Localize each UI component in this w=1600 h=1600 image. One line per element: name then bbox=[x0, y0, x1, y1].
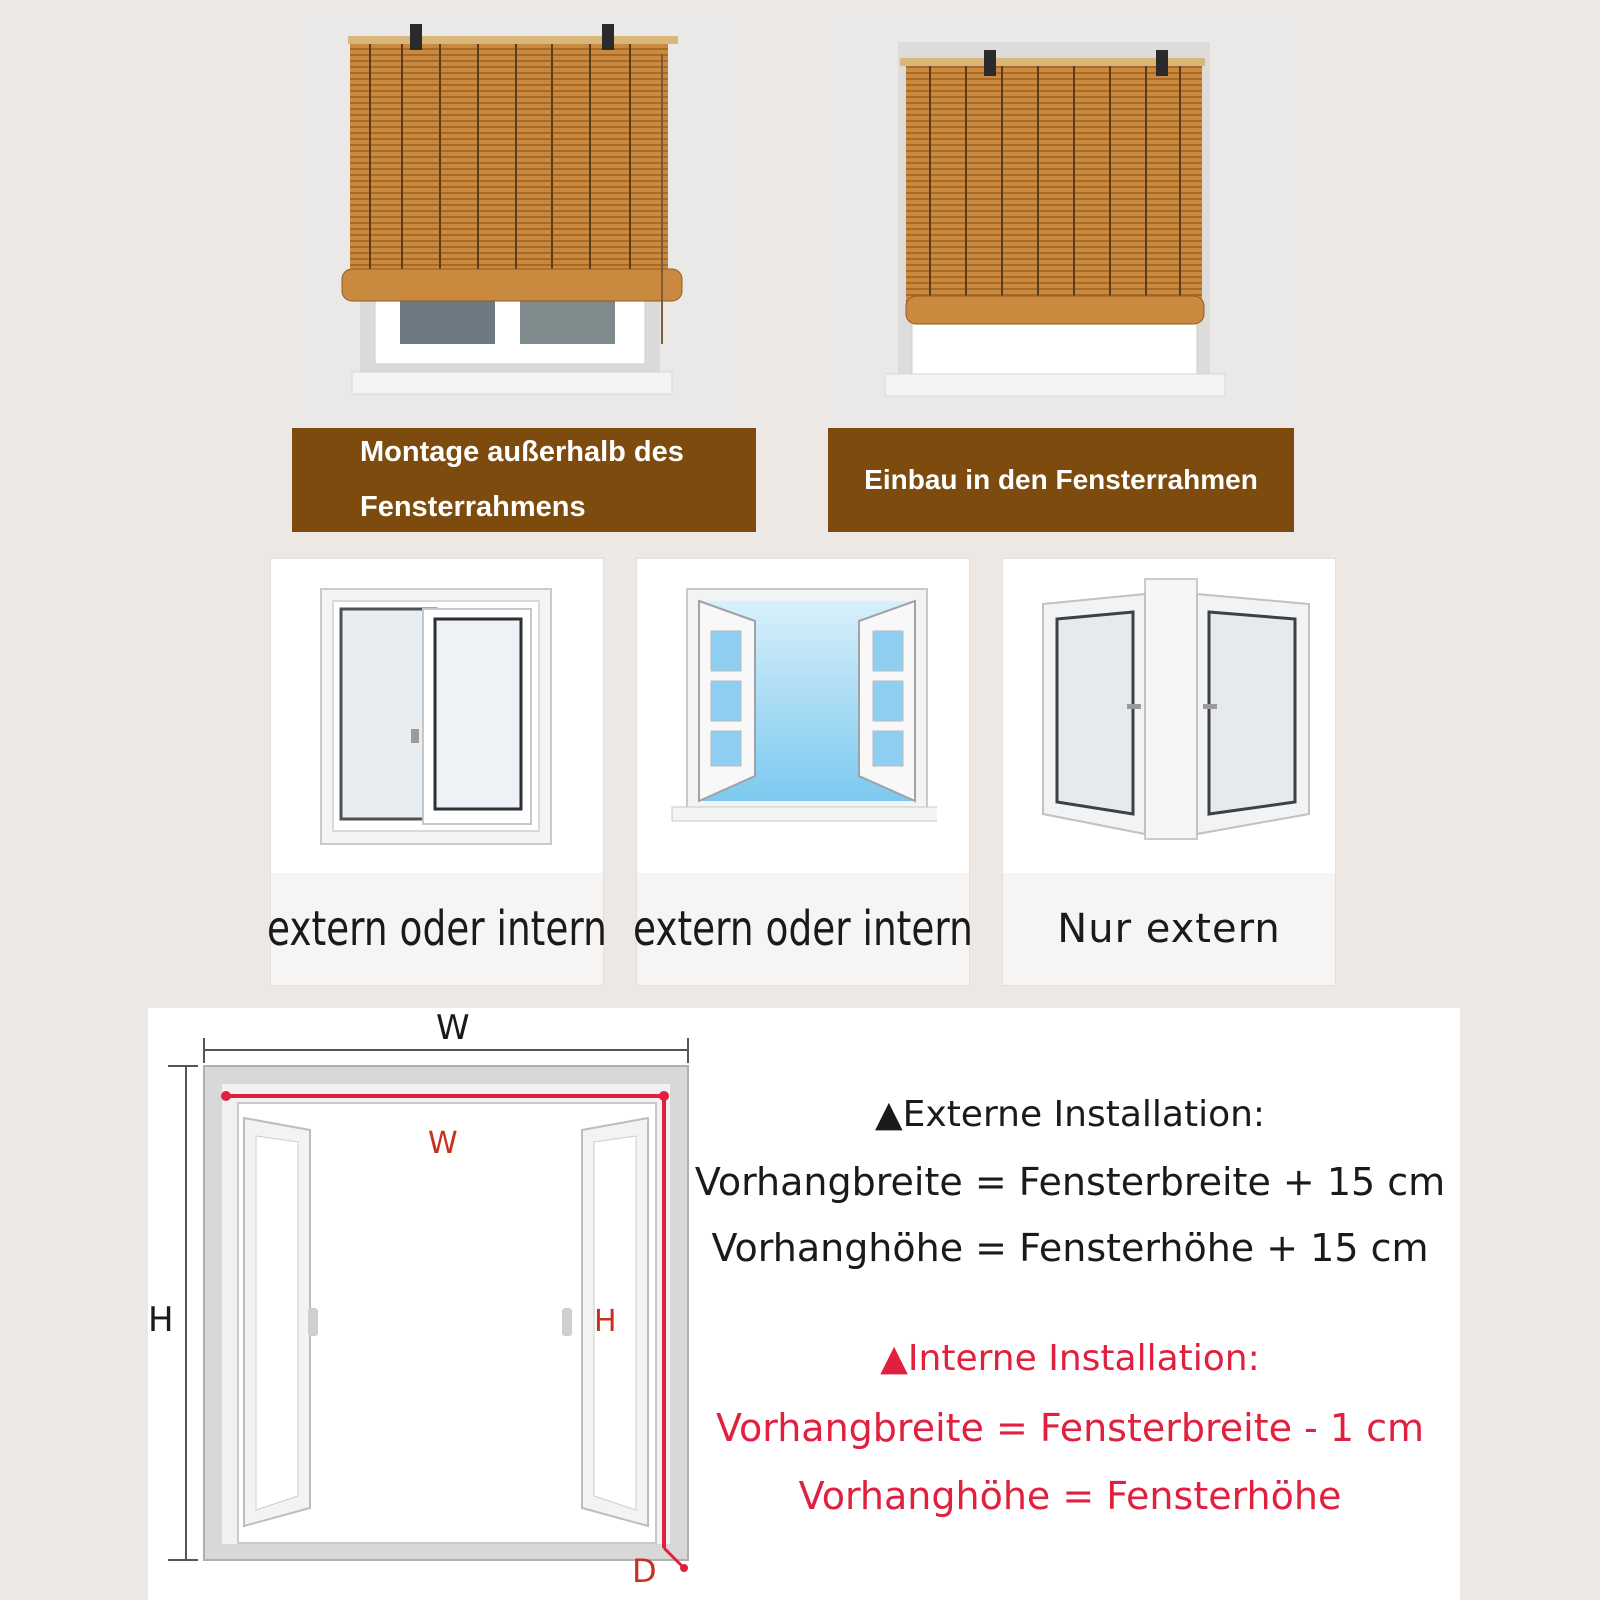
window-card-sliding-label: extern oder intern bbox=[267, 901, 607, 957]
outward-window-icon bbox=[1023, 574, 1323, 849]
window-card-sliding bbox=[267, 558, 607, 986]
depth-label: D bbox=[632, 1552, 657, 1590]
inside-mount-caption bbox=[828, 428, 1294, 532]
window-card-casement bbox=[633, 558, 973, 986]
outer-width-label: W bbox=[436, 1008, 470, 1048]
inside-mount-illustration bbox=[830, 14, 1300, 426]
inside-mount-photo bbox=[830, 14, 1300, 426]
internal-width-formula: Vorhangbreite = Fensterbreite - 1 cm bbox=[715, 1406, 1425, 1450]
window-card-outward bbox=[1002, 558, 1336, 986]
outside-mount-caption-line2: Fensterrahmens bbox=[360, 491, 586, 523]
window-card-sliding-label-area bbox=[267, 873, 607, 985]
external-heading: ▲Externe Installation: bbox=[874, 1094, 1266, 1135]
window-card-outward-label-area bbox=[1003, 873, 1335, 985]
external-height-formula: Vorhanghöhe = Fensterhöhe + 15 cm bbox=[711, 1226, 1429, 1270]
internal-heading: ▲Interne Installation: bbox=[880, 1338, 1260, 1379]
window-card-outward-label: Nur extern bbox=[1057, 906, 1281, 952]
outside-mount-photo bbox=[290, 14, 750, 426]
outside-mount-caption-line1: Montage außerhalb des bbox=[360, 436, 684, 468]
outside-mount-illustration bbox=[290, 14, 750, 426]
sliding-window-icon bbox=[311, 579, 561, 859]
outer-height-label: H bbox=[148, 1300, 174, 1340]
internal-height-formula: Vorhanghöhe = Fensterhöhe bbox=[798, 1474, 1342, 1518]
window-measurement-diagram bbox=[148, 1008, 708, 1600]
outside-mount-caption bbox=[292, 428, 756, 532]
external-width-formula: Vorhangbreite = Fensterbreite + 15 cm bbox=[694, 1160, 1446, 1204]
casement-window-icon bbox=[667, 581, 937, 851]
inner-height-label: H bbox=[594, 1304, 617, 1339]
inner-width-label: W bbox=[428, 1126, 458, 1161]
window-card-casement-label: extern oder intern bbox=[633, 901, 973, 957]
window-card-casement-label-area bbox=[633, 873, 973, 985]
inside-mount-caption-text: Einbau in den Fensterrahmen bbox=[864, 464, 1258, 495]
